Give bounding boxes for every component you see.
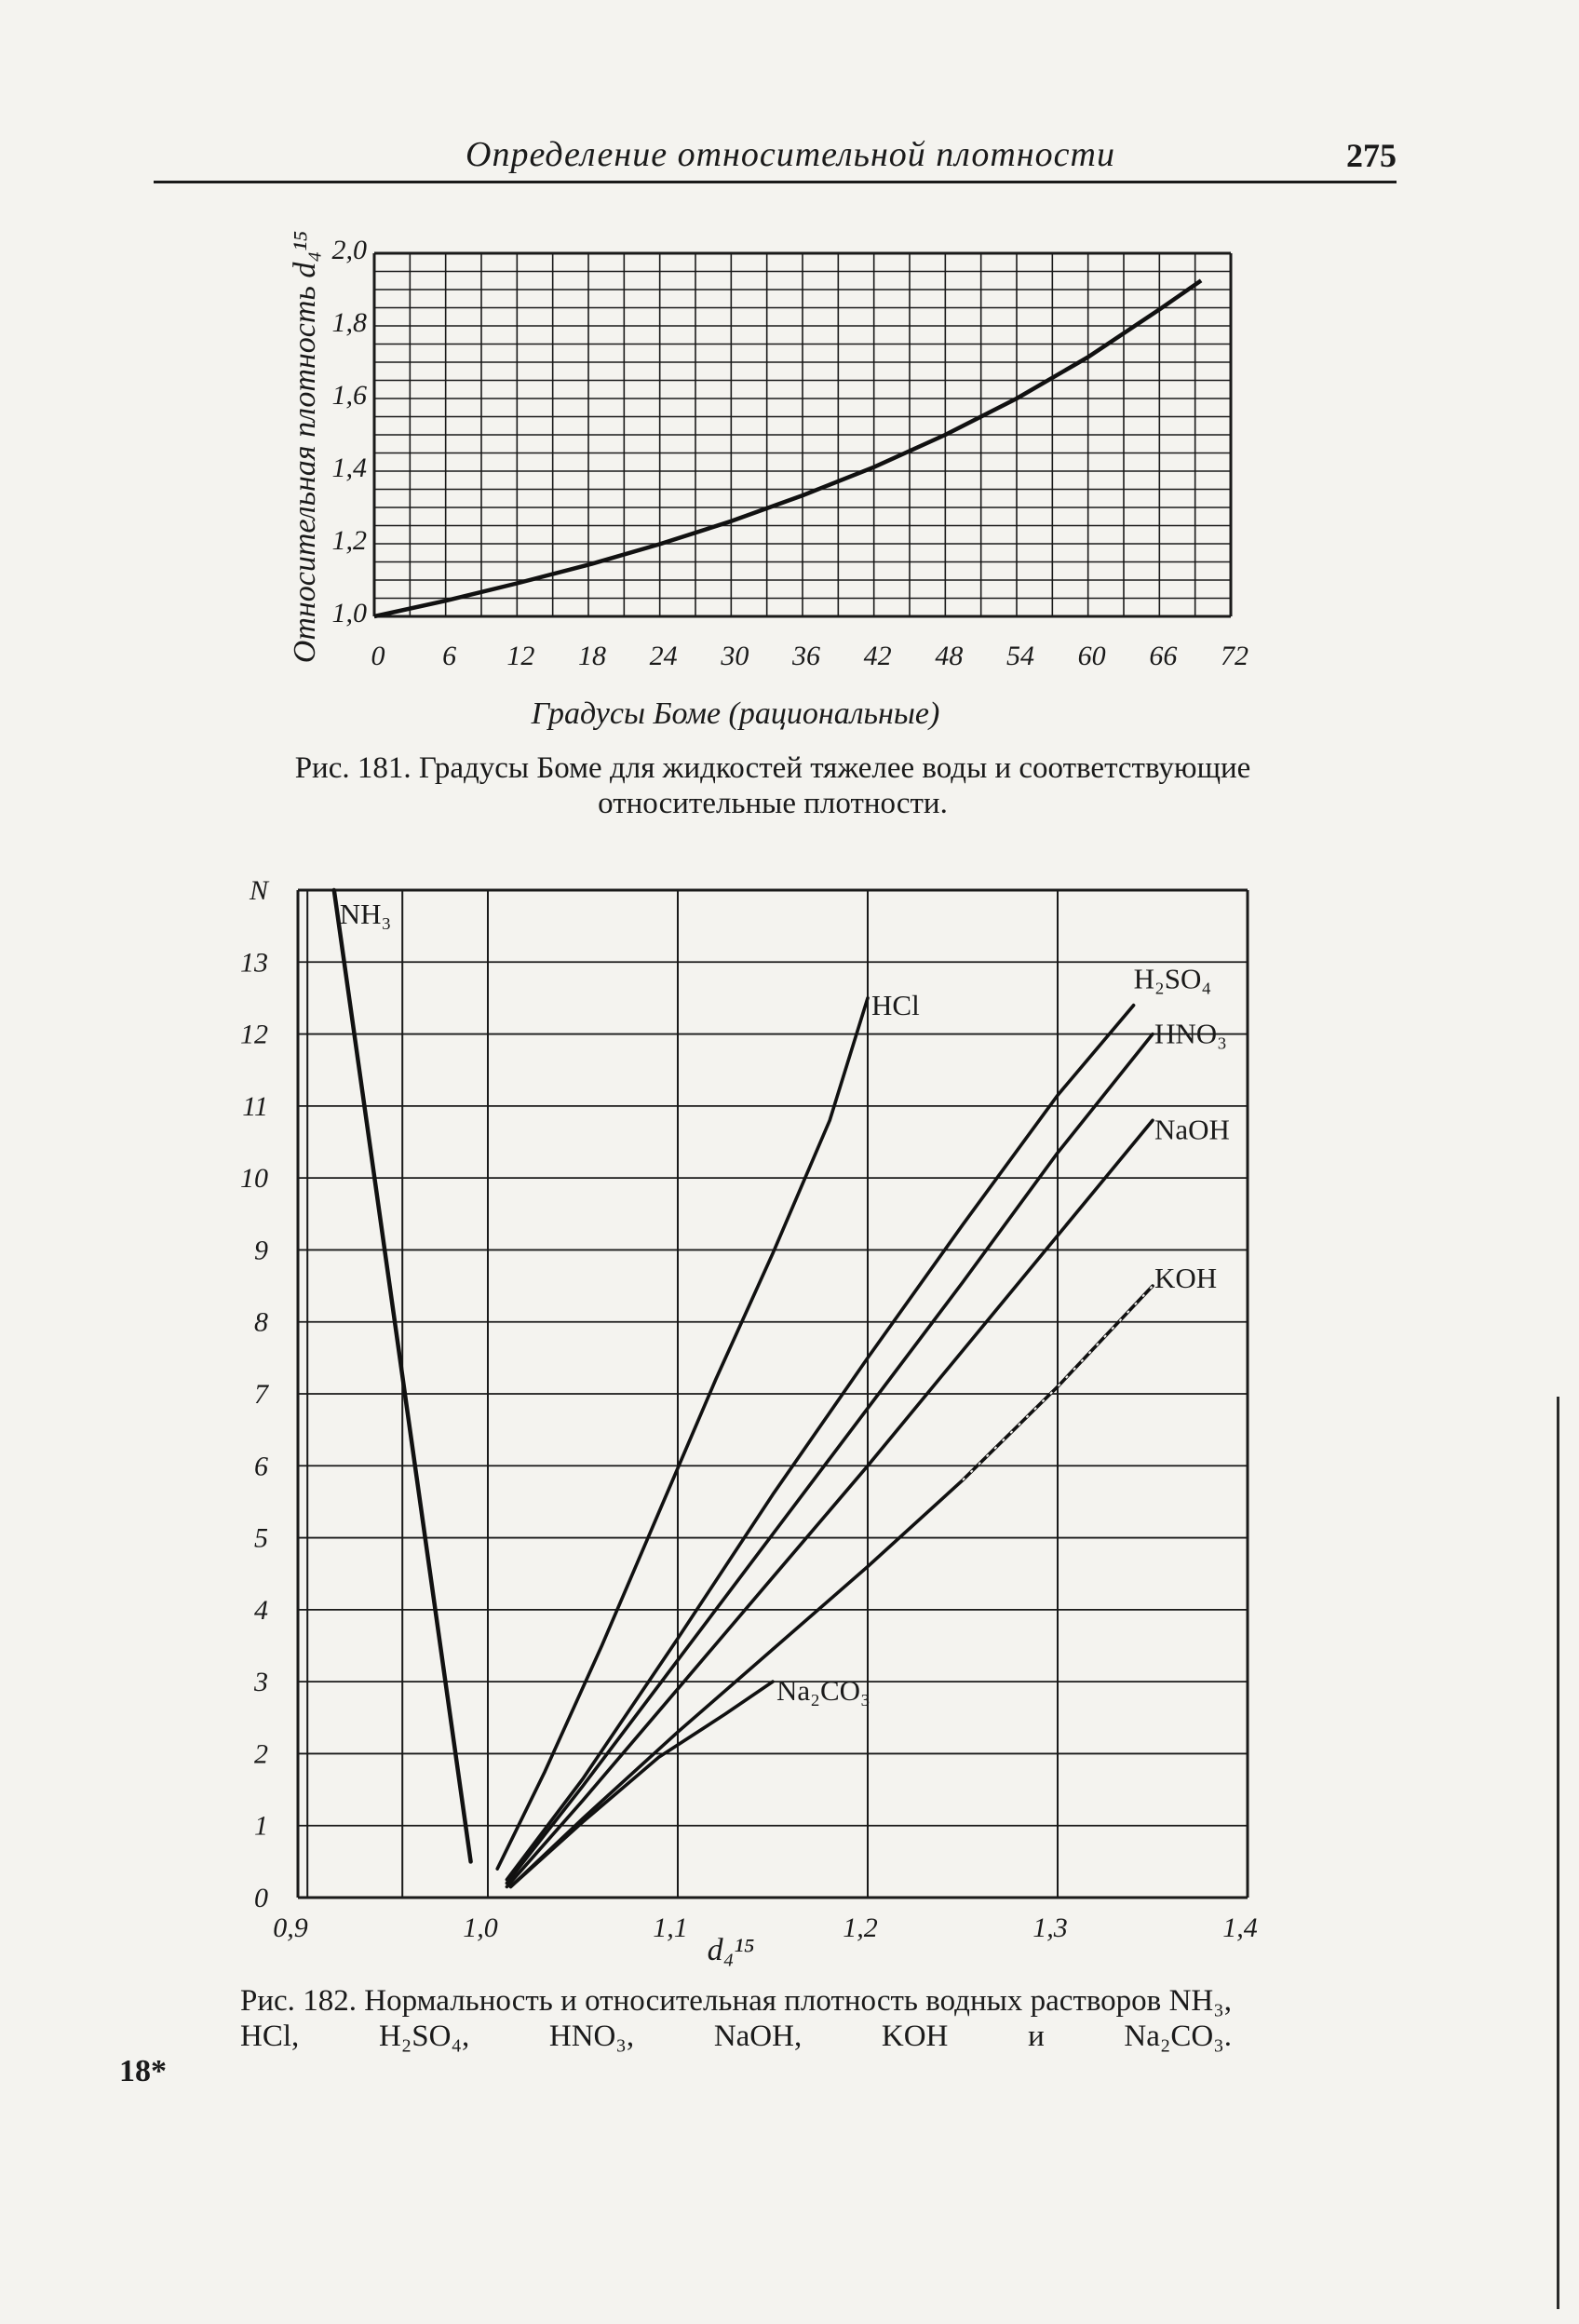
chart-baume-grid <box>374 253 1231 616</box>
chart-baume-y-tick-label: 1,0 <box>331 598 367 628</box>
printer-signature: 18* <box>119 2054 167 2088</box>
chart-normality-y-tick-label: 10 <box>240 1163 268 1195</box>
chart-normality-series-label: HNO₃ <box>1154 1017 1227 1050</box>
chart-baume-x-tick-label: 30 <box>721 641 749 671</box>
chart-normality-series-label: H₂SO₄ <box>1133 962 1212 995</box>
chart-normality-series-line <box>506 1120 1153 1886</box>
chart-baume-x-tick-label: 36 <box>792 641 820 671</box>
chart-normality-x-tick-label: 1,2 <box>843 1912 878 1943</box>
chart-baume-x-tick-label: 42 <box>863 641 892 671</box>
chart-normality-series-line <box>497 998 868 1869</box>
chart-baume-y-tick-label: 1,8 <box>331 307 367 338</box>
chart-baume-x-tick-label: 48 <box>935 641 964 671</box>
chart-normality-series-label: NH₃ <box>339 898 392 930</box>
chart-normality-y-tick-label: 0 <box>254 1883 268 1913</box>
chart-baume-x-tick-label: 66 <box>1149 641 1178 671</box>
chart-normality-x-tick-label: 1,0 <box>463 1912 498 1943</box>
chart-normality-series-labels <box>340 898 1230 1707</box>
chart-baume-x-tick-label: 54 <box>1006 641 1034 671</box>
chart-baume-x-tick-label: 60 <box>1077 641 1106 671</box>
chart-baume-series <box>374 280 1201 616</box>
running-title: Определение относительной плотности <box>466 135 1115 174</box>
chart-normality-series-label: Na₂CO₃ <box>776 1674 870 1708</box>
chart-baume-x-tick-label: 6 <box>442 641 457 671</box>
chart-baume-density <box>288 231 1248 731</box>
figure-181-caption: Рис. 181. Градусы Боме для жидкостей тяжелее воды и соответствующие относительные плотности. <box>294 751 1251 820</box>
chart-baume-y-tick-label: 1,6 <box>331 380 367 411</box>
chart-normality-series-line <box>511 1286 1154 1886</box>
chart-baume-y-tick-label: 1,2 <box>331 525 367 556</box>
chart-normality-series-line <box>506 1006 1133 1880</box>
chart-normality-y-tick-label: 13 <box>240 947 268 979</box>
chart-normality-y-tick-label: 5 <box>254 1522 268 1554</box>
chart-normality-x-axis-title: d₄¹⁵ <box>707 1933 755 1967</box>
chart-normality-x-tick-label: 1,3 <box>1032 1912 1068 1943</box>
chart-baume-y-tick-label: 1,4 <box>331 453 367 483</box>
chart-normality-x-tick-label: 1,1 <box>653 1912 688 1943</box>
chart-normality-series-label: HCl <box>871 988 920 1021</box>
chart-normality-y-tick-label: 7 <box>254 1379 268 1410</box>
chart-normality-y-tick-label: 9 <box>254 1235 268 1266</box>
figure-182-caption: Рис. 182. Нормальность и относительная плотность водных растворов NH₃, HCl, H₂SO₄, HNO₃, NaOH, KOH и Na₂CO₃. <box>240 1984 1232 2053</box>
chart-normality-series-label: NaOH <box>1154 1113 1230 1146</box>
chart-normality-series-label: KOH <box>1154 1262 1218 1295</box>
chart-normality-y-tick-label: N <box>249 875 268 906</box>
chart-baume-series-line <box>374 280 1201 616</box>
chart-normality-series <box>334 890 1153 1886</box>
chart-normality-y-tick-label: 11 <box>242 1090 268 1122</box>
chart-normality-series-line <box>506 1034 1153 1884</box>
chart-normality-y-tick-label: 4 <box>254 1594 268 1626</box>
chart-baume-x-tick-label: 0 <box>371 641 385 671</box>
chart-baume-x-tick-label: 72 <box>1221 641 1248 671</box>
chart-normality-x-tick-label: 1,4 <box>1222 1912 1258 1943</box>
page-edge-line <box>1557 1397 1559 2309</box>
chart-baume-x-tick-label: 24 <box>649 641 678 671</box>
chart-normality-ticks <box>240 875 1258 1943</box>
chart-normality-series-line <box>511 1682 774 1886</box>
chart-baume-y-axis-title: Относительная плотность d₄¹⁵ <box>288 230 322 664</box>
chart-normality-y-tick-label: 1 <box>254 1810 268 1842</box>
page-number: 275 <box>1346 137 1397 174</box>
chart-normality-y-tick-label: 6 <box>254 1451 268 1482</box>
chart-baume-y-tick-label: 2,0 <box>331 235 367 265</box>
chart-normality-y-tick-label: 3 <box>254 1667 268 1698</box>
chart-baume-x-tick-label: 18 <box>578 641 606 671</box>
chart-normality-x-tick-label: 0,9 <box>273 1912 308 1943</box>
chart-normality-y-tick-label: 12 <box>240 1019 268 1050</box>
chart-normality-y-tick-label: 2 <box>254 1738 268 1770</box>
chart-baume-x-tick-label: 12 <box>506 641 535 671</box>
chart-normality-density <box>240 875 1258 1967</box>
chart-baume-x-axis-title: Градусы Боме (рациональные) <box>531 696 940 731</box>
chart-normality-y-tick-label: 8 <box>254 1306 268 1338</box>
